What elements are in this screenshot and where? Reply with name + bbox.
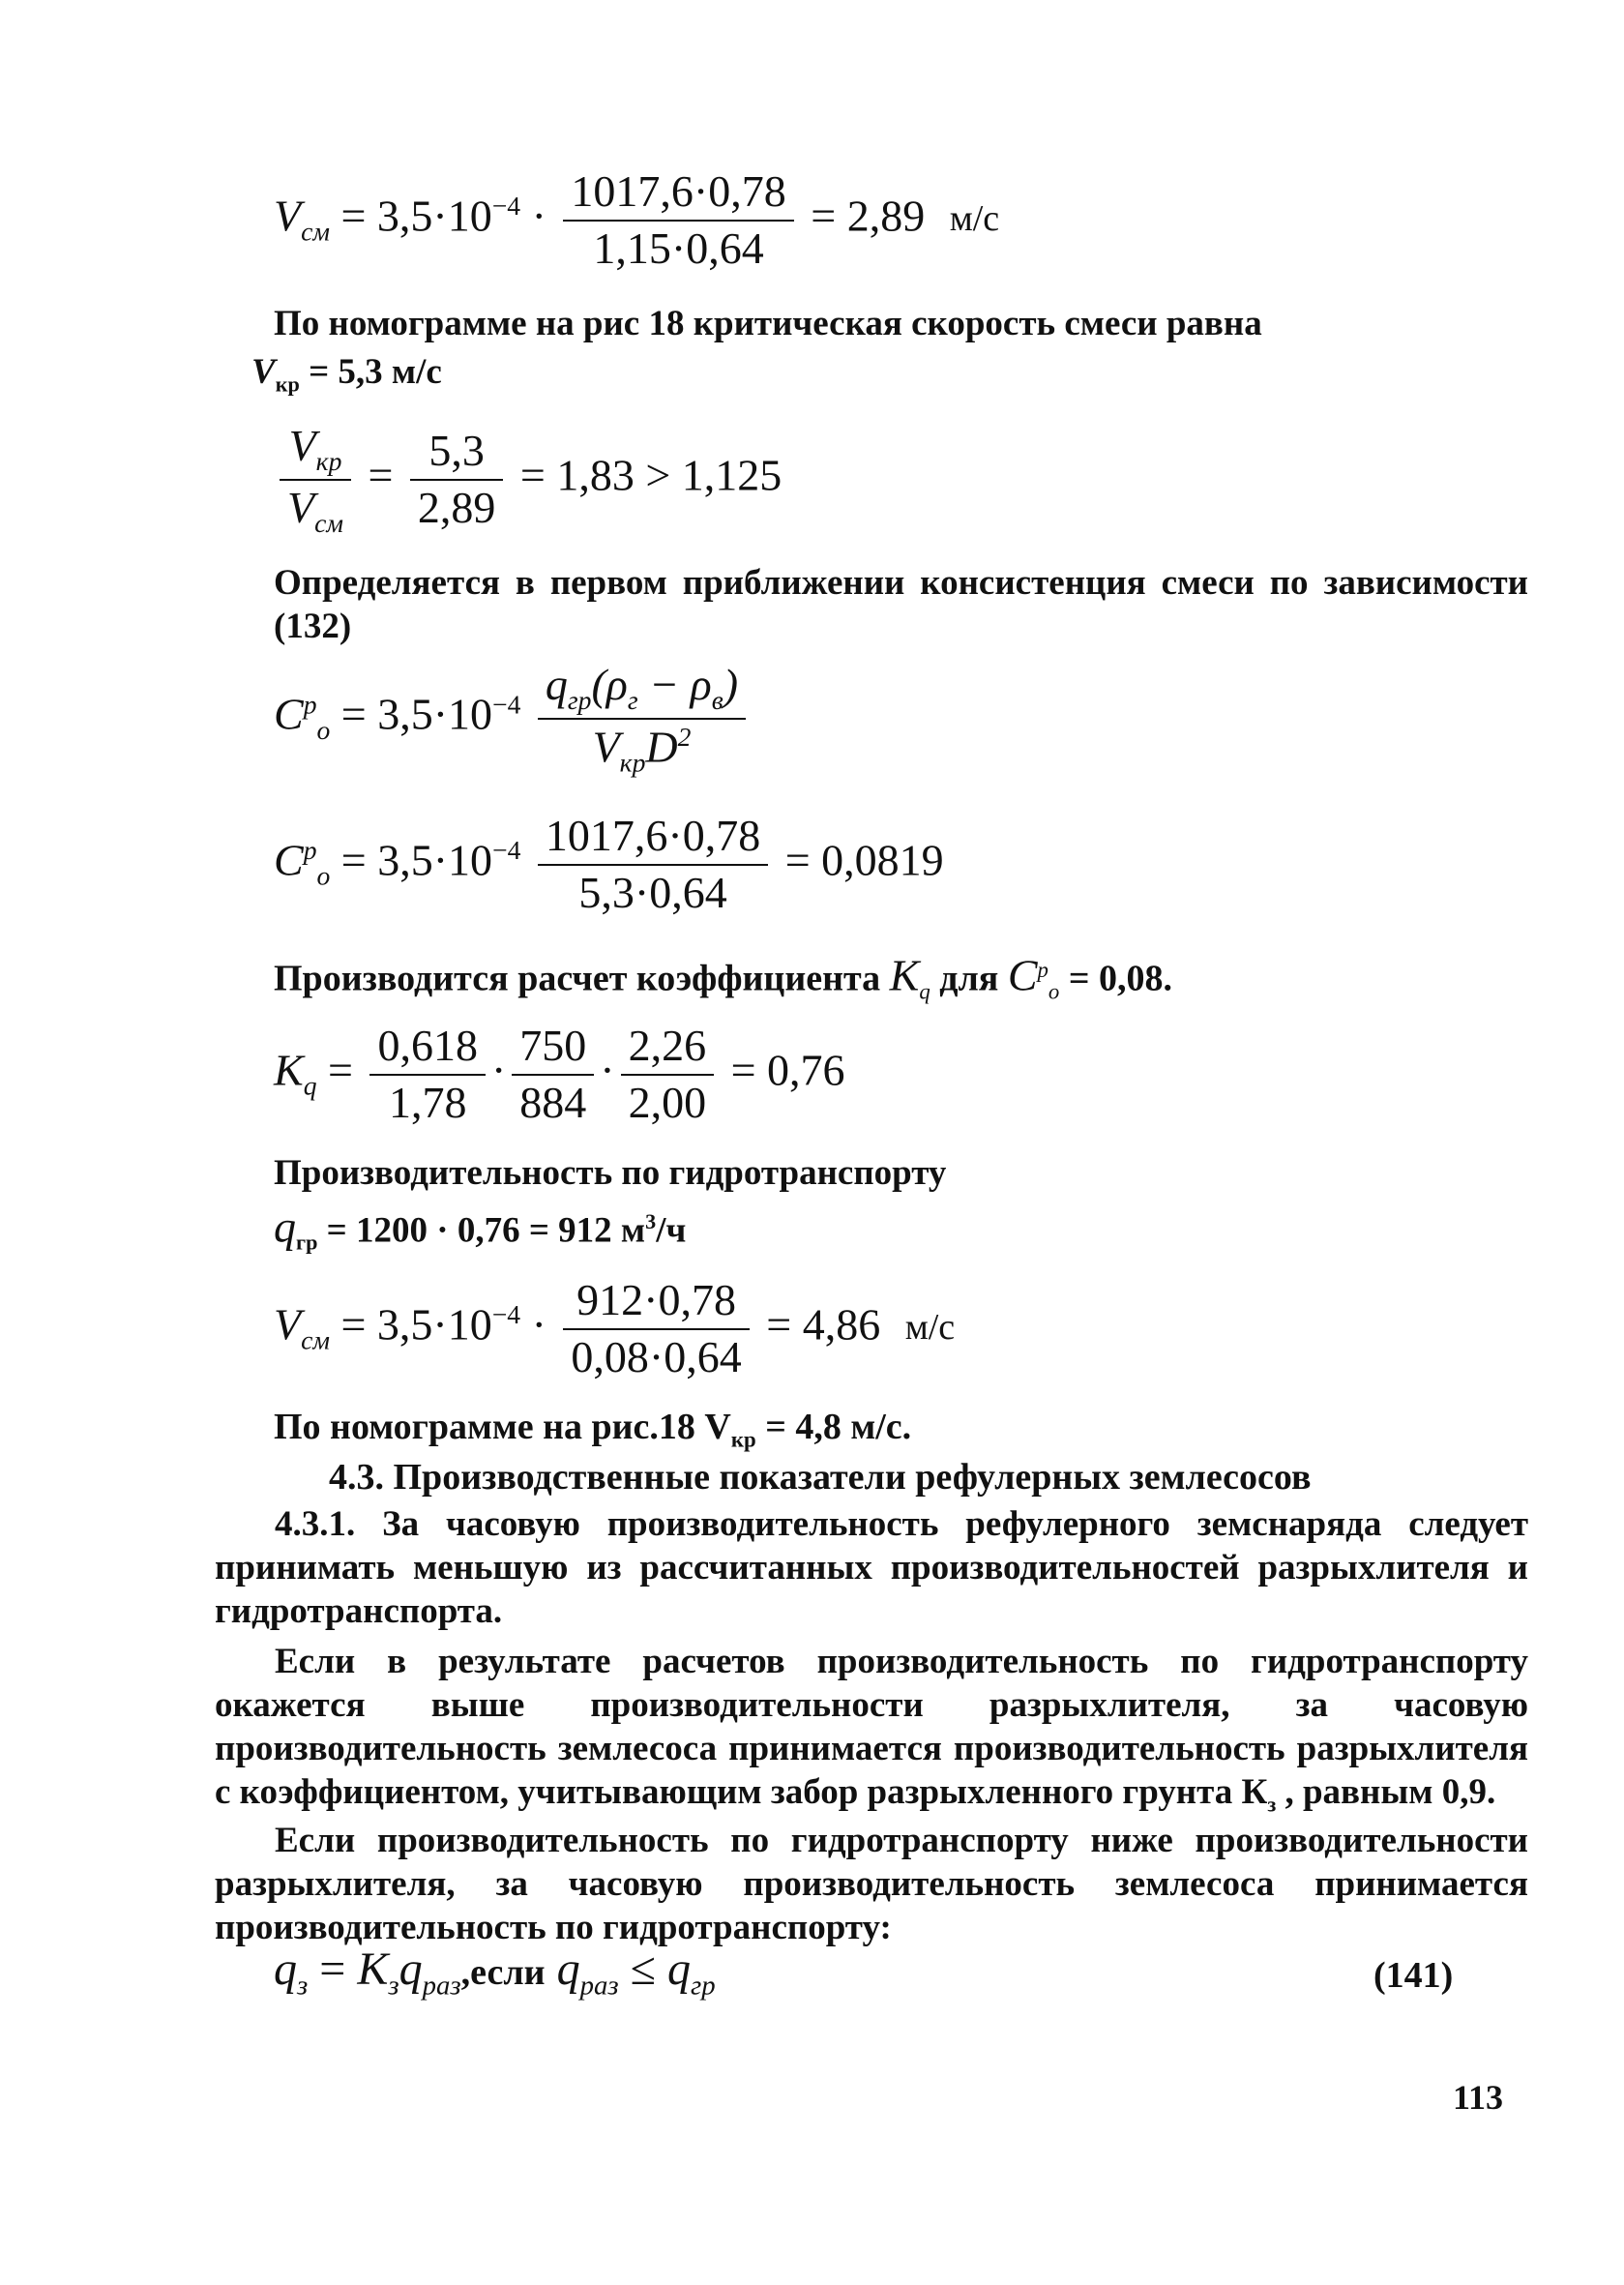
numerator: $q_{гр}(\rho_г - \rho_в)$ bbox=[538, 660, 746, 720]
vkr-value-line bbox=[251, 350, 442, 405]
unit: м/с bbox=[949, 198, 1000, 240]
formula-ratio bbox=[274, 421, 782, 539]
paragraph-kq: Производится расчет коэффициента $K_q$ для $C^р_о = 0,08$. bbox=[274, 950, 1172, 1004]
formula-kq: $K_q$ = $\frac{0,618}{1,78}$ · $\frac{750}{884}$ · $\frac{2,26}{2,00}$ = 0,76 bbox=[274, 1021, 845, 1127]
denominator: $V_{см}$ bbox=[287, 482, 343, 539]
result: = 4,86 bbox=[766, 1299, 881, 1350]
paragraph-result-higher: Если в результате расчетов производительность по гидротранспорту окажется выше производительности разрыхлителя, за часовую производительность землесоса принимается производительность разрыхлителя с коэффициентом, учитывающим забор разрыхленного грунта $К_з$ , равным 0,9. bbox=[215, 1642, 1528, 1817]
fraction bbox=[563, 166, 793, 275]
qgr-line: $q_{гр} = 1200 \cdot 0,76 = 912$ $м^3/ч$ bbox=[274, 1202, 687, 1255]
formula-co-value: $C^р_о = 3,5\cdot 10^{-4}$ $\frac{1017,6\cdot 0,78}{5,3\cdot 0,64}$ = 0,0819 bbox=[274, 811, 944, 917]
coef: = 3,5·10 bbox=[340, 191, 492, 241]
paragraph-text: Определяется в первом приближении консистенция смеси по зависимости (132) bbox=[274, 563, 1528, 646]
section-heading: 4.3. Производственные показатели рефулерных землесосов bbox=[329, 1457, 1312, 1498]
equals: = bbox=[368, 450, 394, 500]
numerator: 1017,6·0,78 bbox=[563, 166, 793, 222]
var-v: V bbox=[251, 352, 276, 392]
formula-141: $q_з$ = $K_зq_{раз},если$ $q_{раз} \le q_{гр}$ bbox=[274, 1944, 716, 2002]
sub-sm: см bbox=[301, 216, 330, 247]
dot: · bbox=[531, 191, 546, 241]
paragraph-result-lower: Если производительность по гидротранспорту ниже производительности разрыхлителя, за часовую производительность землесоса принимается производительность по гидротранспорту: bbox=[215, 1821, 1528, 1947]
numerator: $V_{кр}$ bbox=[280, 421, 351, 481]
formula-co-general: $C^р_о = 3,5\cdot 10^{-4}$ $\frac{q_{гр}(\rho_г - \rho_в)}{V_{кр}D^2}$ bbox=[274, 660, 752, 778]
formula-vsm-2: $V_{см} = 3,5\cdot 10^{-4}$ · $\frac{912\cdot 0,78}{0,08\cdot 0,64}$ = 4,86 м/с bbox=[274, 1275, 956, 1381]
paragraph-text: По номограмме на рис 18 критическая скорость смеси равна bbox=[274, 304, 1262, 343]
fraction: $\frac{912\cdot 0,78}{0,08\cdot 0,64}$ bbox=[563, 1275, 749, 1383]
fraction-v bbox=[280, 421, 351, 539]
fraction-2: $\frac{750}{884}$ bbox=[512, 1021, 594, 1129]
equation-number: (141) bbox=[1373, 1955, 1454, 1996]
fraction bbox=[538, 660, 746, 778]
value-text: = 5,3 м/с bbox=[299, 352, 442, 392]
paragraph-consistency bbox=[274, 561, 1528, 648]
fraction-numbers: $\frac{5,3}{2,89}$ bbox=[410, 426, 504, 534]
exponent: −4 bbox=[491, 191, 521, 222]
fraction-3: $\frac{2,26}{2,00}$ bbox=[621, 1021, 715, 1129]
result: = 0,0819 bbox=[784, 835, 944, 885]
paragraph-nomogram bbox=[274, 302, 1528, 345]
denominator: $V_{кр}D^2$ bbox=[592, 721, 692, 778]
fraction-1: $\frac{0,618}{1,78}$ bbox=[369, 1021, 486, 1129]
paragraph-nomogram-2: По номограмме на рис.18 $V_{кр} = 4,8$ м/с. bbox=[274, 1407, 912, 1452]
sub-kr: кр bbox=[275, 371, 300, 397]
result: = 2,89 bbox=[811, 191, 926, 241]
fraction: $\frac{1017,6\cdot 0,78}{5,3\cdot 0,64}$ bbox=[538, 811, 768, 919]
denominator: 1,15·0,64 bbox=[593, 223, 764, 273]
formula-vsm-1 bbox=[274, 166, 999, 275]
result: = 1,83 > 1,125 bbox=[519, 450, 782, 500]
page-number: 113 bbox=[1453, 2078, 1504, 2117]
paragraph-productivity: Производительность по гидротранспорту bbox=[274, 1153, 947, 1193]
var-v: V bbox=[274, 191, 302, 241]
paragraph-4-3-1: 4.3.1. За часовую производительность рефулерного земснаряда следует принимать меньшую из рассчитанных производительностей разрыхлителя и гидротранспорта. bbox=[215, 1504, 1528, 1631]
result: = 0,76 bbox=[730, 1045, 845, 1095]
